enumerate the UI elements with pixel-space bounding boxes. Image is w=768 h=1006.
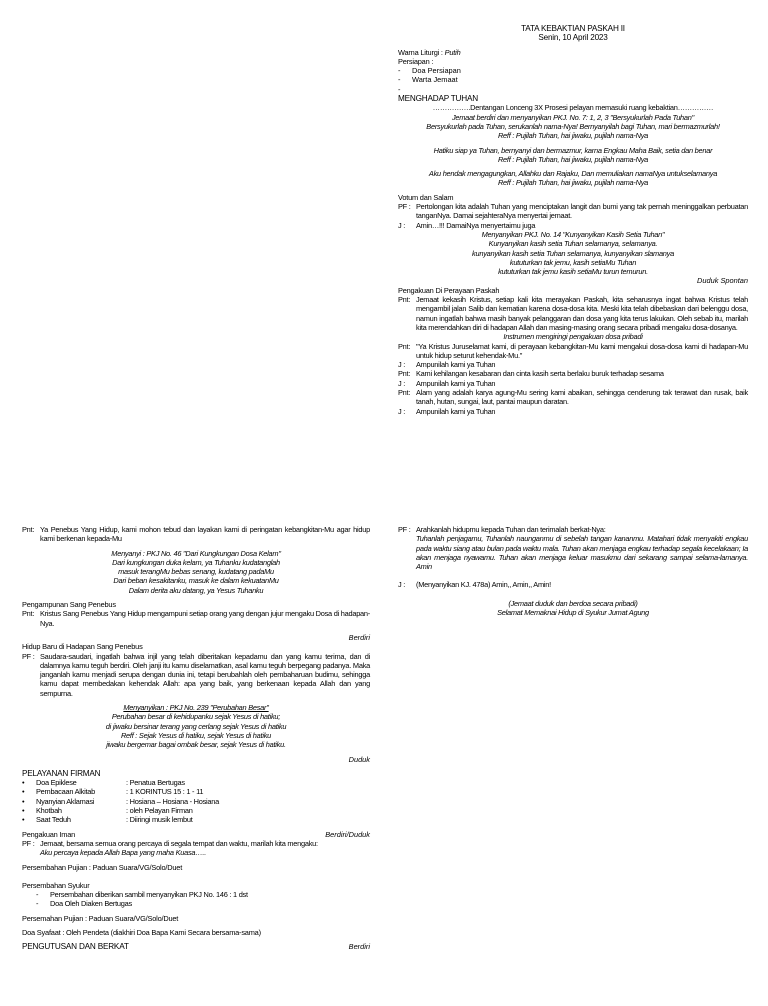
persembahan-syukur-heading: Persembahan Syukur [22, 880, 90, 890]
song-line: kututurkan tak jemu, kasih setiaMu Tuhan [509, 257, 637, 267]
song-line: Hatiku siap ya Tuhan, bernyanyi dan bermazmur, karna Engkau Maha Baik, setia dan benar [433, 145, 713, 155]
song-line: Kunyanyikan kasih setia Tuhan selamanya, selamanya. [488, 239, 658, 249]
votum-j: J : Amin…!!! DamaiNya menyertaimu juga [398, 220, 536, 230]
closing-greeting: Selamat Memaknai Hidup di Syukur Jumat Agung [497, 608, 649, 618]
persiapan-item: - [398, 84, 401, 94]
song-line: kunyanyikan kasih setia Tuhan selamanya, kunyanyikan slamanya [472, 248, 674, 258]
duduk-note: Duduk [348, 754, 370, 764]
pelayanan-item: • Pembacaan Alkitab : 1 KORINTUS 15 : 1 - 11 [22, 787, 204, 797]
song-line: kututurkan tak jemu kasih setiaMu turun temurun. [498, 267, 648, 277]
warna-liturgi: Warna Liturgi : Putih [398, 47, 461, 57]
pelayanan-item: • Saat Teduh : Diiringi musik lembut [22, 815, 193, 825]
lonceng-note: …………….Dentangan Lonceng 3X Prosesi pelayan memasuki ruang kebaktian…………… [432, 103, 714, 113]
persembahan-pujian: Persembahan Pujian : Paduan Suara/VG/Solo/Duet [22, 862, 183, 872]
bottom-left-column [22, 525, 370, 952]
pengakuan-pnt: Pnt: "Ya Kristus Juruselamat kami, di perayaan kebangkitan-Mu kami mengakui dosa-dosa kami di hadapan-Mu untuk hidup seturut kehendak-Mu." [398, 341, 748, 360]
song-line: jiwaku bergemar bagai ombak besar, sejak Yesus di hatiku. [106, 740, 286, 750]
song-title: Menyanyi : PKJ No. 46 "Dari Kungkungan Dosa Kelam" [111, 548, 281, 558]
pengakuan-iman-row [22, 830, 370, 839]
pengampunan-heading: Pengampunan Sang Penebus [22, 600, 116, 610]
pengampunan-pnt: Pnt: Kristus Sang Penebus Yang Hidup mengampuni setiap orang yang dengan jujur mengaku Dosa di hadapan-Nya. [22, 609, 370, 628]
persiapan-label: Persiapan : [398, 56, 434, 66]
berdiri-duduk-note: Berdiri/Duduk [325, 829, 370, 839]
berdiri-note: Berdiri [348, 942, 370, 952]
berdiri-note: Berdiri [348, 632, 370, 642]
pelayanan-item: • Nyanyian Aklamasi : Hosiana – Hosiana - Hosiana [22, 796, 219, 806]
pengakuan-iman-pf: PF : Jemaat, bersama semua orang percaya di segala tempat dan waktu, marilah kita mengaku: [22, 838, 318, 848]
song-reff: Reff : Pujilah Tuhan, hai jiwaku, pujilah nama-Nya [497, 178, 649, 188]
pengakuan-pnt: Pnt: Jemaat kekasih Kristus, setiap kali kita merayakan Paskah, kita seharusnya ingat bahwa Kristus telah mengambil jalan Salib dan kematian karena dosa-dosa kita. Meski kita telah dibebaskan dari belenggu dosa, namun ingatlah bahwa masih banyak pelanggaran dan dosa yang kita terus lakukan. Oleh sebab itu, marilah kita merendahkan diri di hadapan Allah dan masing-masing orang secara pribadi mengaku dosa-dosanya. [398, 295, 748, 332]
pelayanan-item: • Khotbah : oleh Pelayan Firman [22, 806, 193, 816]
pelayanan-item: • Doa Epiklese : Penatua Bertugas [22, 778, 185, 788]
closing-note: (Jemaat duduk dan berdoa secara pribadi) [508, 598, 638, 608]
document-title: TATA KEBAKTIAN PASKAH II [521, 24, 625, 33]
duduk-spontan-note: Duduk Spontan [697, 276, 748, 286]
song-title: Menyanyikan PKJ. No. 14 "Kunyanyikan Kasih Setia Tuhan" [481, 229, 665, 239]
pengutusan-row [22, 942, 370, 951]
persembahan-syukur-item: - Persembahan diberikan sambil menyanyikan PKJ No. 146 : 1 dst [36, 890, 248, 900]
pengakuan-j: J : Ampunilah kami ya Tuhan [398, 378, 496, 388]
aku-percaya: Aku percaya kepada Allah Bapa yang maha Kuasa….. [40, 848, 207, 858]
menghadap-tuhan-heading: MENGHADAP TUHAN [398, 94, 478, 104]
doa-syafaat: Doa Syafaat : Oleh Pendeta (diakhiri Doa Bapa Kami Secara bersama-sama) [22, 927, 261, 937]
berkat-text: Tuhanlah penjagamu, Tuhanlah naunganmu di sebelah tangan kananmu. Matahari tidak menyakiti engkau pada waktu siang atau bulan pada waktu mala. Tuhan akan menjaga engkau terhadap segala kecelakaan; Ia akan menjaga nyawamu. Tuhan akan menjaga keluar masukmu dari sekarang sampai selama-lamanya. Amin [416, 534, 748, 572]
persembahan-syukur-item: - Doa Oleh Diaken Bertugas [36, 899, 132, 909]
pengakuan-j: J : Ampunilah kami ya Tuhan [398, 406, 496, 416]
pengutusan-heading: PENGUTUSAN DAN BERKAT [22, 942, 129, 952]
pelayanan-firman-heading: PELAYANAN FIRMAN [22, 768, 101, 778]
song-line: Dari beban kesakitanku, masuk ke dalam kekuatanMu [113, 576, 279, 586]
berkat-pf: PF : Arahkanlah hidupmu kepada Tuhan dan terimalah berkat-Nya: [398, 525, 606, 534]
song-reff: Reff : Pujilah Tuhan, hai jiwaku, pujilah nama-Nya [497, 154, 649, 164]
votum-pf: PF : Pertolongan kita adalah Tuhan yang menciptakan langit dan bumi yang tak pernah meninggalkan perbuatan tanganNya. Damai sejahteraNya menyertai jemaat. [398, 202, 748, 221]
song-reff: Reff : Sejak Yesus di hatiku, sejak Yesus di hatiku [120, 730, 272, 740]
persiapan-item: - Warta Jemaat [398, 75, 458, 85]
hidup-baru-heading: Hidup Baru di Hadapan Sang Penebus [22, 642, 143, 652]
song-line: masuk terangMu bebas senang, kudatang padaMu [118, 567, 274, 577]
berkat-j: J : (Menyanyikan KJ. 478a) Amin,, Amin,, Amin! [398, 580, 551, 590]
song-title: Menyanyikan : PKJ No. 239 "Perubahan Besar" [123, 703, 269, 713]
song-line: Aku hendak mengagungkan, Allahku dan Rajaku, Dan memuliakan namaNya untukselamanya [428, 169, 718, 179]
top-column [398, 24, 748, 416]
song-line: Dari kungkungan duka kelam, ya Tuhanku kudatanglah [112, 557, 280, 567]
pengakuan-heading: Pengakuan Di Perayaan Paskah [398, 285, 500, 295]
song-line: Dalam derita aku datang, ya Yesus Tuhanku [128, 585, 264, 595]
votum-heading: Votum dan Salam [398, 192, 454, 202]
song-line: di jiwaku bersinar terang yang cerlang sejak Yesus di hatiku [105, 721, 287, 731]
bottom-right-column [398, 525, 748, 617]
persiapan-item: - Doa Persiapan [398, 66, 461, 76]
pengakuan-pnt: Pnt: Alam yang adalah karya agung-Mu sering kami abaikan, sehingga cenderung tak terawat dan rusak, baik tanah, hutan, sungai, laut, pantai maupun daratan. [398, 387, 748, 407]
pengakuan-j: J : Ampunilah kami ya Tuhan [398, 360, 496, 370]
song-line: Perubahan besar di kehidupanku sejak Yesus di hatiku; [111, 712, 281, 722]
penebus-pnt: Pnt: Ya Penebus Yang Hidup, kami mohon tebud dan layakan kami di peringatan kebangkitan-Mu agar hidup kami berkenan kepada-Mu [22, 525, 370, 544]
hidup-baru-pf: PF : Saudara-saudari, ingatlah bahwa injil yang telah diberitakan kepadamu dan yang kamu terima, dan di dalamnya kamu teguh berdiri. Oleh janji itu kamu diselamatkan, asal kamu teguh berpegang padanya. Maka janganlah kamu menjadi serupa dengan dunia ini, tetapi berubahlah oleh pembaharuan budimu, sehingga kamu dapat membedakan kehendak Allah: apa yang baik, yang berkenaan kepada Allah dan yang sempurna. [22, 651, 370, 698]
song-reff: Reff : Pujilah Tuhan, hai jiwaku, pujilah nama-Nya [497, 131, 649, 141]
pengakuan-iman-heading: Pengakuan Iman [22, 829, 76, 839]
persemahan-pujian: Persemahan Pujian : Paduan Suara/VG/Solo/Duet [22, 913, 179, 923]
jemaat-berdiri-note: Jemaat berdiri dan menyanyikan PKJ. No. 7: 1, 2, 3 "Bersyukurlah Pada Tuhan" [451, 112, 695, 122]
song-line: Bersyukurlah pada Tuhan, serukanlah nama-Nya! Bernyanyilah bagi Tuhan, mari bermazmurlah! [426, 121, 720, 131]
instrumen-note: Instrumen mengiringi pengakuan dosa pribadi [503, 332, 643, 342]
document-date: Senin, 10 April 2023 [538, 33, 608, 43]
pengakuan-pnt: Pnt: Kami kehilangan kesabaran dan cinta kasih serta berlaku buruk terhadap sesama [398, 369, 664, 379]
